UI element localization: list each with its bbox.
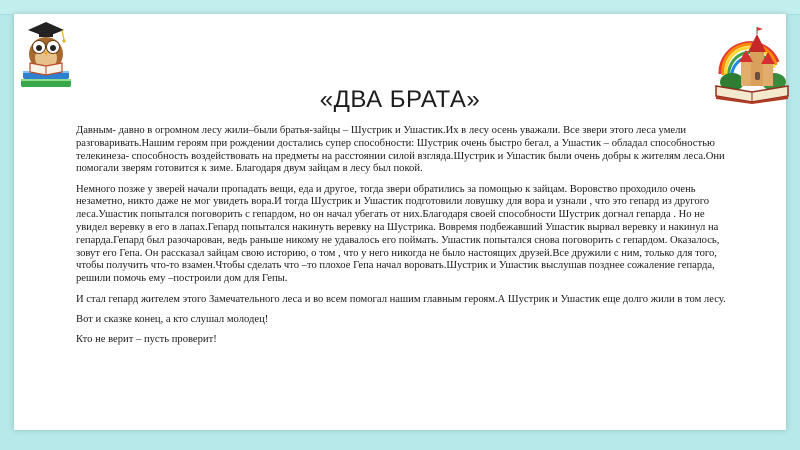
slide-title: «ДВА БРАТА» <box>319 86 481 113</box>
story-text <box>76 125 736 354</box>
owl-reading-book-icon <box>18 16 74 90</box>
story-paragraph: Давным- давно в огромном лесу жили–были братья-зайцы – Шустрик и Ушастик.Их в лесу осень уважали. Все звери этого леса умели разговаривать.Нашим героям при рождении достались супер способности: Шустрик очень быстро бегал, а Ушастик – обладал способностью телекинеза- способность воздействовать на предметы на расстоянии силой взгляда.Шустрик и Ушастик были очень добры к жителям леса.Они помогали зверям готовится к зиме. Благодаря двум зайцам в лесу был покой. <box>76 125 725 175</box>
story-paragraph: Вот и сказке конец, а кто слушал молодец! <box>76 313 269 325</box>
story-paragraph: И стал гепард жителем этого Замечательного леса и во всем помогал нашим главным героям.А Шустрик и Ушастик еще долго жили в том лесу. <box>76 293 726 305</box>
content-card <box>14 14 786 430</box>
top-band <box>0 0 800 15</box>
story-paragraph: Кто не верит – пусть проверит! <box>76 334 217 346</box>
story-paragraph: Немного позже у зверей начали пропадать вещи, еда и другое, тогда звери обратились за помощью к зайцам. Воровство проходило очень незаметно, никто даже не мог увидеть вора.И тогда Шустрик и Ушастик подготовили ловушку для вора и узнали , что это гепард из другого леса.Ушастик попытался поговорить с гепардом, но он начал убегать от них.Благодаря своей способности Шустрик догнал гепарда . Но не увидел веревку в его в лапах.Гепард попытался накинуть веревку на Шустрика. Вовремя подбежавший Ушастик вырвал веревку и накинул на гепарда.Гепард был разочарован, ведь раньше никому не удавалось его поймать. Ушастик попытался снова поговорить с гепардом. Оказалось, зовут его Гепа. Он рассказал зайцам свою историю, о том , что у него никогда не было настоящих друзей.Все дружили с ним, только для того, чтобы получить что-то взамен.Чтобы сделать что –то плохое Гепа начал воровать.Шустрик и Ушастик выслушав позднее сожаление гепарда, решили помочь ему –построили дом для Гепы. <box>76 183 720 285</box>
